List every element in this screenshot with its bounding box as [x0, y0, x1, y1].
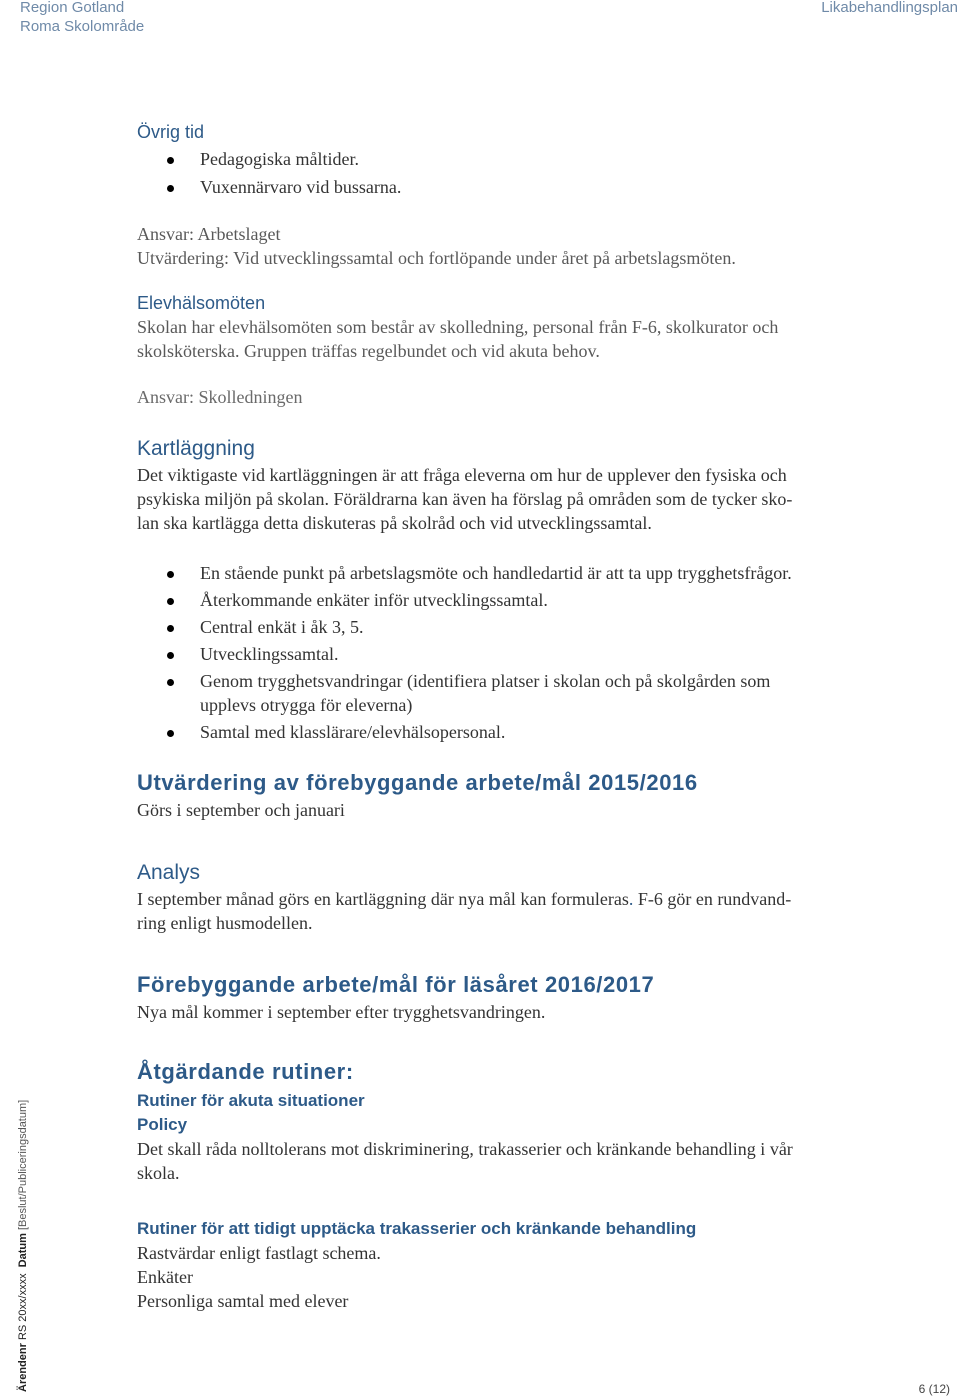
section-heading-kartlaggning: Kartläggning	[137, 437, 255, 460]
section-heading-ovrig-tid: Övrig tid	[137, 122, 205, 142]
analys-text-part: I september månad görs en kartläggning där nya mål kan formuleras	[137, 889, 629, 909]
page-number: 6 (12)	[918, 1382, 950, 1396]
list-item: Pedagogiska måltider.	[137, 147, 897, 171]
document-metadata-sidebar	[17, 1100, 29, 1392]
atgardande-line: Enkäter	[137, 1267, 193, 1287]
list-item-continuation: upplevs otrygga för eleverna)	[200, 695, 413, 715]
subheading-tidigt-upptacka: Rutiner för att tidigt upptäcka trakasserier och kränkande behandling	[137, 1219, 697, 1238]
sidebar-label-arendenr: Ärendenr	[17, 1343, 29, 1392]
kartlaggning-text-line: lan ska kartlägga detta diskuteras på skolråd och vid utvecklingssamtal.	[137, 513, 652, 533]
section-heading-atgardande: Åtgärdande rutiner:	[137, 1059, 354, 1084]
kartlaggning-text-line: psykiska miljön på skolan. Föräldrarna kan även ha förslag på områden som de tycker sko-	[137, 489, 793, 509]
header-doc-title: Likabehandlingsplan	[821, 0, 958, 16]
elevhalsomoten-ansvar: Ansvar: Skolledningen	[137, 387, 303, 407]
section-heading-forebyggande: Förebyggande arbete/mål för läsåret 2016/2017	[137, 972, 655, 997]
policy-text-line: skola.	[137, 1163, 180, 1183]
analys-text-period: .	[628, 889, 634, 909]
list-item	[137, 669, 897, 717]
analys-text-part: F-6 gör en rundvand-	[633, 889, 792, 909]
header-org: Region Gotland	[20, 0, 125, 16]
list-item-text: Genom trygghetsvandringar (identifiera platser i skolan och på skolgården som	[200, 671, 771, 691]
ovrig-tid-ansvar: Ansvar: Arbetslaget	[137, 224, 281, 244]
list-item: Vuxennärvaro vid bussarna.	[137, 175, 897, 199]
analys-text-line	[137, 887, 897, 911]
sidebar-value-arendenr: RS 20xx/xxxx	[17, 1273, 29, 1341]
document-body	[137, 120, 897, 1313]
elevhalsomoten-text-line: skolsköterska. Gruppen träffas regelbundet och vid akuta behov.	[137, 341, 600, 361]
kartlaggning-text-line: Det viktigaste vid kartläggningen är att fråga eleverna om hur de upplever den fysiska och	[137, 465, 787, 485]
elevhalsomoten-text-line: Skolan har elevhälsomöten som består av skolledning, personal från F-6, skolkurator och	[137, 317, 779, 337]
section-heading-analys: Analys	[137, 861, 201, 884]
ovrig-tid-utvardering: Utvärdering: Vid utvecklingssamtal och fortlöpande under året på arbetslagsmöten.	[137, 248, 736, 268]
section-heading-elevhalsomoten: Elevhälsomöten	[137, 293, 266, 313]
policy-text-line: Det skall råda nolltolerans mot diskriminering, trakasserier och kränkande behandling i vår	[137, 1139, 793, 1159]
list-item: Återkommande enkäter inför utvecklingssamtal.	[137, 588, 897, 612]
forebyggande-text: Nya mål kommer i september efter trygghetsvandringen.	[137, 1002, 546, 1022]
analys-text-line: ring enligt husmodellen.	[137, 913, 313, 933]
list-item: Central enkät i åk 3, 5.	[137, 615, 897, 639]
list-item: En stående punkt på arbetslagsmöte och handledartid är att ta upp trygghetsfrågor.	[137, 561, 897, 585]
sidebar-value-datum: [Beslut/Publiceringsdatum]	[17, 1099, 29, 1231]
subheading-akuta-situationer: Rutiner för akuta situationer	[137, 1091, 365, 1110]
utvardering-text: Görs i september och januari	[137, 800, 345, 820]
kartlaggning-list	[137, 561, 897, 744]
atgardande-line: Personliga samtal med elever	[137, 1291, 349, 1311]
sidebar-label-datum: Datum	[17, 1233, 29, 1268]
ovrig-tid-list	[137, 147, 897, 199]
atgardande-line: Rastvärdar enligt fastlagt schema.	[137, 1243, 381, 1263]
list-item: Utvecklingssamtal.	[137, 642, 897, 666]
header-area: Roma Skolområde	[20, 18, 145, 35]
list-item: Samtal med klasslärare/elevhälsopersonal.	[137, 720, 897, 744]
subheading-policy: Policy	[137, 1115, 188, 1134]
section-heading-utvardering: Utvärdering av förebyggande arbete/mål 2015/2016	[137, 770, 698, 795]
